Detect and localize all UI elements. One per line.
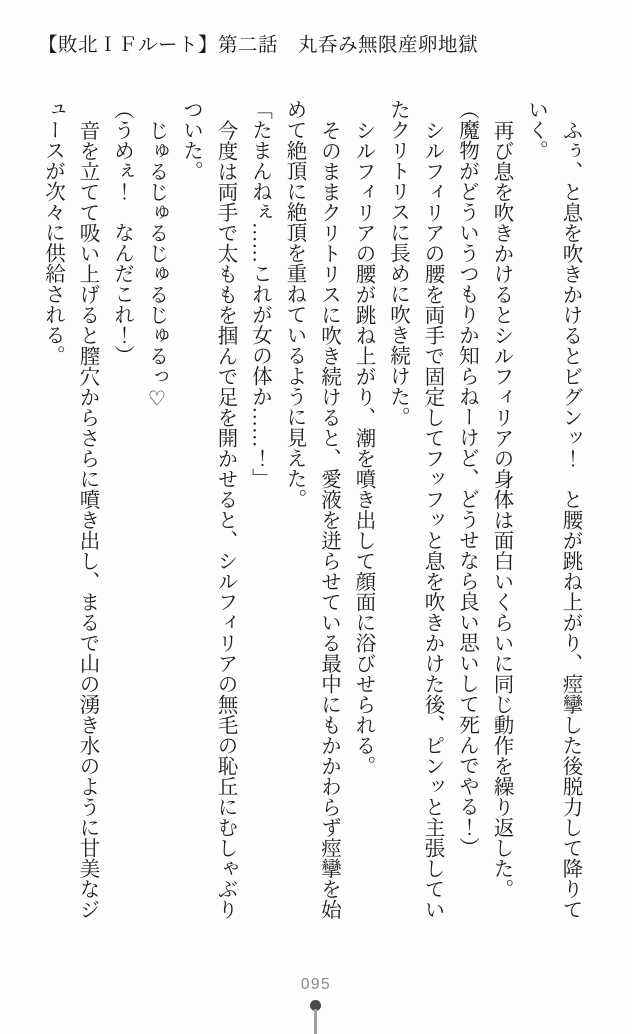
paragraph: （うめぇ！ なんだこれ！） (110, 99, 133, 366)
progress-marker-line (314, 1009, 317, 1034)
paragraph: シルフィリアの腰が跳ね上がり、潮を噴き出して顔面に浴びせられる。 (352, 119, 374, 776)
paragraph: 「たまんねぇ……これが女の体か……！」 (248, 99, 271, 489)
body-text (35, 99, 587, 923)
paragraph: 今度は両手で太ももを掴んで足を開かせると、シルフィリアの無毛の恥丘にむしゃぶりついた。 (179, 99, 236, 919)
chapter-title: 【敗北ＩＦルート】第二話 丸呑み無限産卵地獄 (38, 35, 479, 56)
paragraph: 再び息を吹きかけるとシルフィリアの身体は面白いくらいに同じ動作を繰り返した。 (490, 119, 512, 899)
paragraph: ふぅ、と息を吹きかけるとビグンッ！ と腰が跳ね上がり、痙攣した後脱力して降りていく。 (524, 99, 581, 919)
paragraph: （魔物がどういうつもりか知らねーけど、どうせなら良い思いして死んでやる！） (455, 99, 478, 858)
paragraph: シルフィリアの腰を両手で固定してフッフッと息を吹きかけた後、ピンッと主張していたクリトリスに長めに吹き続けた。 (386, 99, 443, 919)
paragraph: そのままクリトリスに吹き続けると、愛液を迸らせている最中にもかかわらず痙攣を始めて絶頂に絶頂を重ねているように見えた。 (283, 99, 340, 919)
page-number: 095 (300, 976, 332, 993)
paragraph: じゅるじゅるじゅるじゅるっ♡ (145, 119, 167, 410)
paragraph: 音を立てて吸い上げると膣穴からさらに噴き出し、まるで山の湧き水のように甘美なジュースが次々に供給される。 (41, 99, 98, 919)
